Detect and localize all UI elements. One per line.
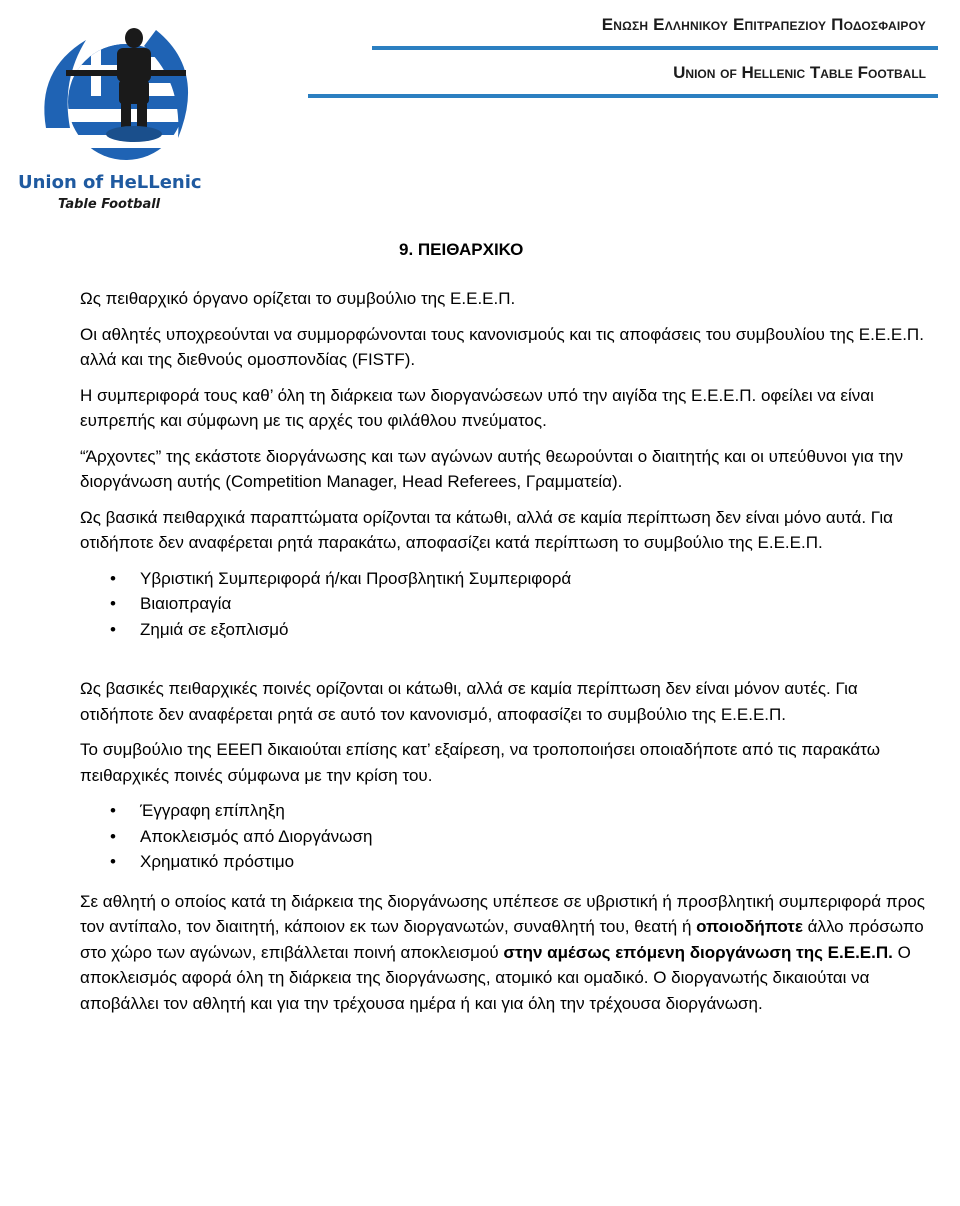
paragraph-council-right: Το συμβούλιο της ΕΕΕΠ δικαιούται επίσης κατ’ εξαίρεση, να τροποποιήσει οποιαδήποτε από τις παρακάτω πειθαρχικές ποινές σύμφωνα με την κρίση του. bbox=[80, 740, 881, 785]
penalties-list bbox=[80, 798, 932, 875]
table-football-player-logo-icon bbox=[6, 10, 221, 225]
bullet-icon: • bbox=[110, 619, 116, 639]
bullet-icon: • bbox=[110, 801, 116, 820]
paragraph-offenses-intro: Ως βασικά πειθαρχικά παραπτώματα ορίζονται τα κάτωθι, αλλά σε καμία περίπτωση δεν είναι μόνο αυτά. Για οτιδήποτε δεν αναφέρεται ρητά παρακάτω, αποφασίζει κατά περίπτωση το συμβούλιο της Ε.Ε.Ε.Π. bbox=[80, 507, 894, 552]
bullet-icon: • bbox=[110, 568, 116, 588]
org-name-greek: Ενωση Ελληνικου Επιτραπεζιου Ποδοσφαιρου bbox=[601, 15, 926, 34]
paragraph-penalties-intro: Ως βασικές πειθαρχικές ποινές ορίζονται οι κάτωθι, αλλά σε καμία περίπτωση δεν είναι μόνον αυτές. Για οτιδήποτε δεν αναφέρεται ρητά σε αυτό τον κανονισμό, αποφασίζει το συμβούλιο της Ε.Ε.Ε.Π. bbox=[80, 679, 858, 724]
org-name-english: Union of Hellenic Table Football bbox=[673, 63, 926, 82]
exclusion-bold-1: οποιοδήποτε bbox=[696, 917, 803, 936]
paragraph-officials: “Άρχοντες” της εκάστοτε διοργάνωσης και των αγώνων αυτής θεωρούνται ο διαιτητής και οι υπεύθυνοι για την διοργάνωση αυτής (Competition Manager, Head Referees, Γραμματεία). bbox=[80, 446, 904, 491]
list-item bbox=[80, 617, 932, 643]
exclusion-text-2: άλλο πρόσωπο στο χώρο των αγώνων, επιβάλλεται ποινή αποκλεισμού bbox=[80, 917, 924, 962]
list-item-text: Αποκλεισμός από Διοργάνωση bbox=[140, 826, 373, 846]
paragraph-exclusion-rule bbox=[80, 889, 932, 1017]
logo-text-line2: Table Football bbox=[58, 197, 161, 212]
bullet-icon: • bbox=[110, 826, 116, 846]
paragraph-disciplinary-body: Ως πειθαρχικό όργανο ορίζεται το συμβούλιο της Ε.Ε.Ε.Π. bbox=[80, 289, 516, 308]
list-item bbox=[80, 566, 932, 592]
list-item-text: Βιαιοπραγία bbox=[140, 594, 232, 613]
document-body bbox=[80, 286, 932, 1026]
list-item bbox=[80, 824, 932, 850]
section-heading: 9. ΠΕΙΘΑΡΧΙΚΟ bbox=[399, 240, 524, 259]
list-item bbox=[80, 591, 932, 617]
list-item-text: Χρηματικό πρόστιμο bbox=[140, 852, 295, 871]
header-rule-top bbox=[372, 46, 938, 50]
list-item bbox=[80, 798, 932, 824]
exclusion-text-1: Σε αθλητή ο οποίος κατά τη διάρκεια της διοργάνωσης υπέπεσε σε υβριστική ή προσβλητική συμπεριφορά προς τον αντίπαλο, τον διαιτητή, κάποιον εκ των διοργανωτών, συναθλητή του, θεατή ή bbox=[80, 891, 925, 936]
list-item-text: Υβριστική Συμπεριφορά ή/και Προσβλητική Συμπεριφορά bbox=[140, 568, 572, 588]
list-item-text: Έγγραφη επίπληξη bbox=[140, 801, 285, 820]
header-rule-bottom bbox=[308, 94, 938, 98]
bullet-icon: • bbox=[110, 852, 116, 871]
exclusion-text-3: Ο αποκλεισμός αφορά όλη τη διάρκεια της διοργάνωσης, ατομικό και ομαδικό. Ο διοργανωτής δικαιούται να αποβάλλει τον αθλητή και για την τρέχουσα ημέρα ή και για όλη την τρέχουσα διοργάνωση. bbox=[80, 942, 911, 1013]
paragraph-behavior: Η συμπεριφορά τους καθ’ όλη τη διάρκεια των διοργανώσεων υπό την αιγίδα της Ε.Ε.Ε.Π. οφείλει να είναι ευπρεπής και σύμφωνη με τις αρχές του φιλάθλου πνεύματος. bbox=[80, 385, 874, 430]
paragraph-obligations: Οι αθλητές υποχρεούνται να συμμορφώνονται τους κανονισμούς και τις αποφάσεις του συμβουλίου της Ε.Ε.Ε.Π. αλλά και της διεθνούς ομοσπονδίας (FISTF). bbox=[80, 324, 924, 369]
exclusion-bold-2: στην αμέσως επόμενη διοργάνωση της Ε.Ε.Ε.Π. bbox=[503, 942, 893, 962]
logo-text-line1: Union of HeLLenic bbox=[18, 172, 202, 193]
offenses-list bbox=[80, 566, 932, 643]
bullet-icon: • bbox=[110, 594, 116, 613]
union-logo bbox=[6, 10, 221, 225]
list-item-text: Ζημιά σε εξοπλισμό bbox=[140, 619, 289, 639]
list-item bbox=[80, 849, 932, 875]
